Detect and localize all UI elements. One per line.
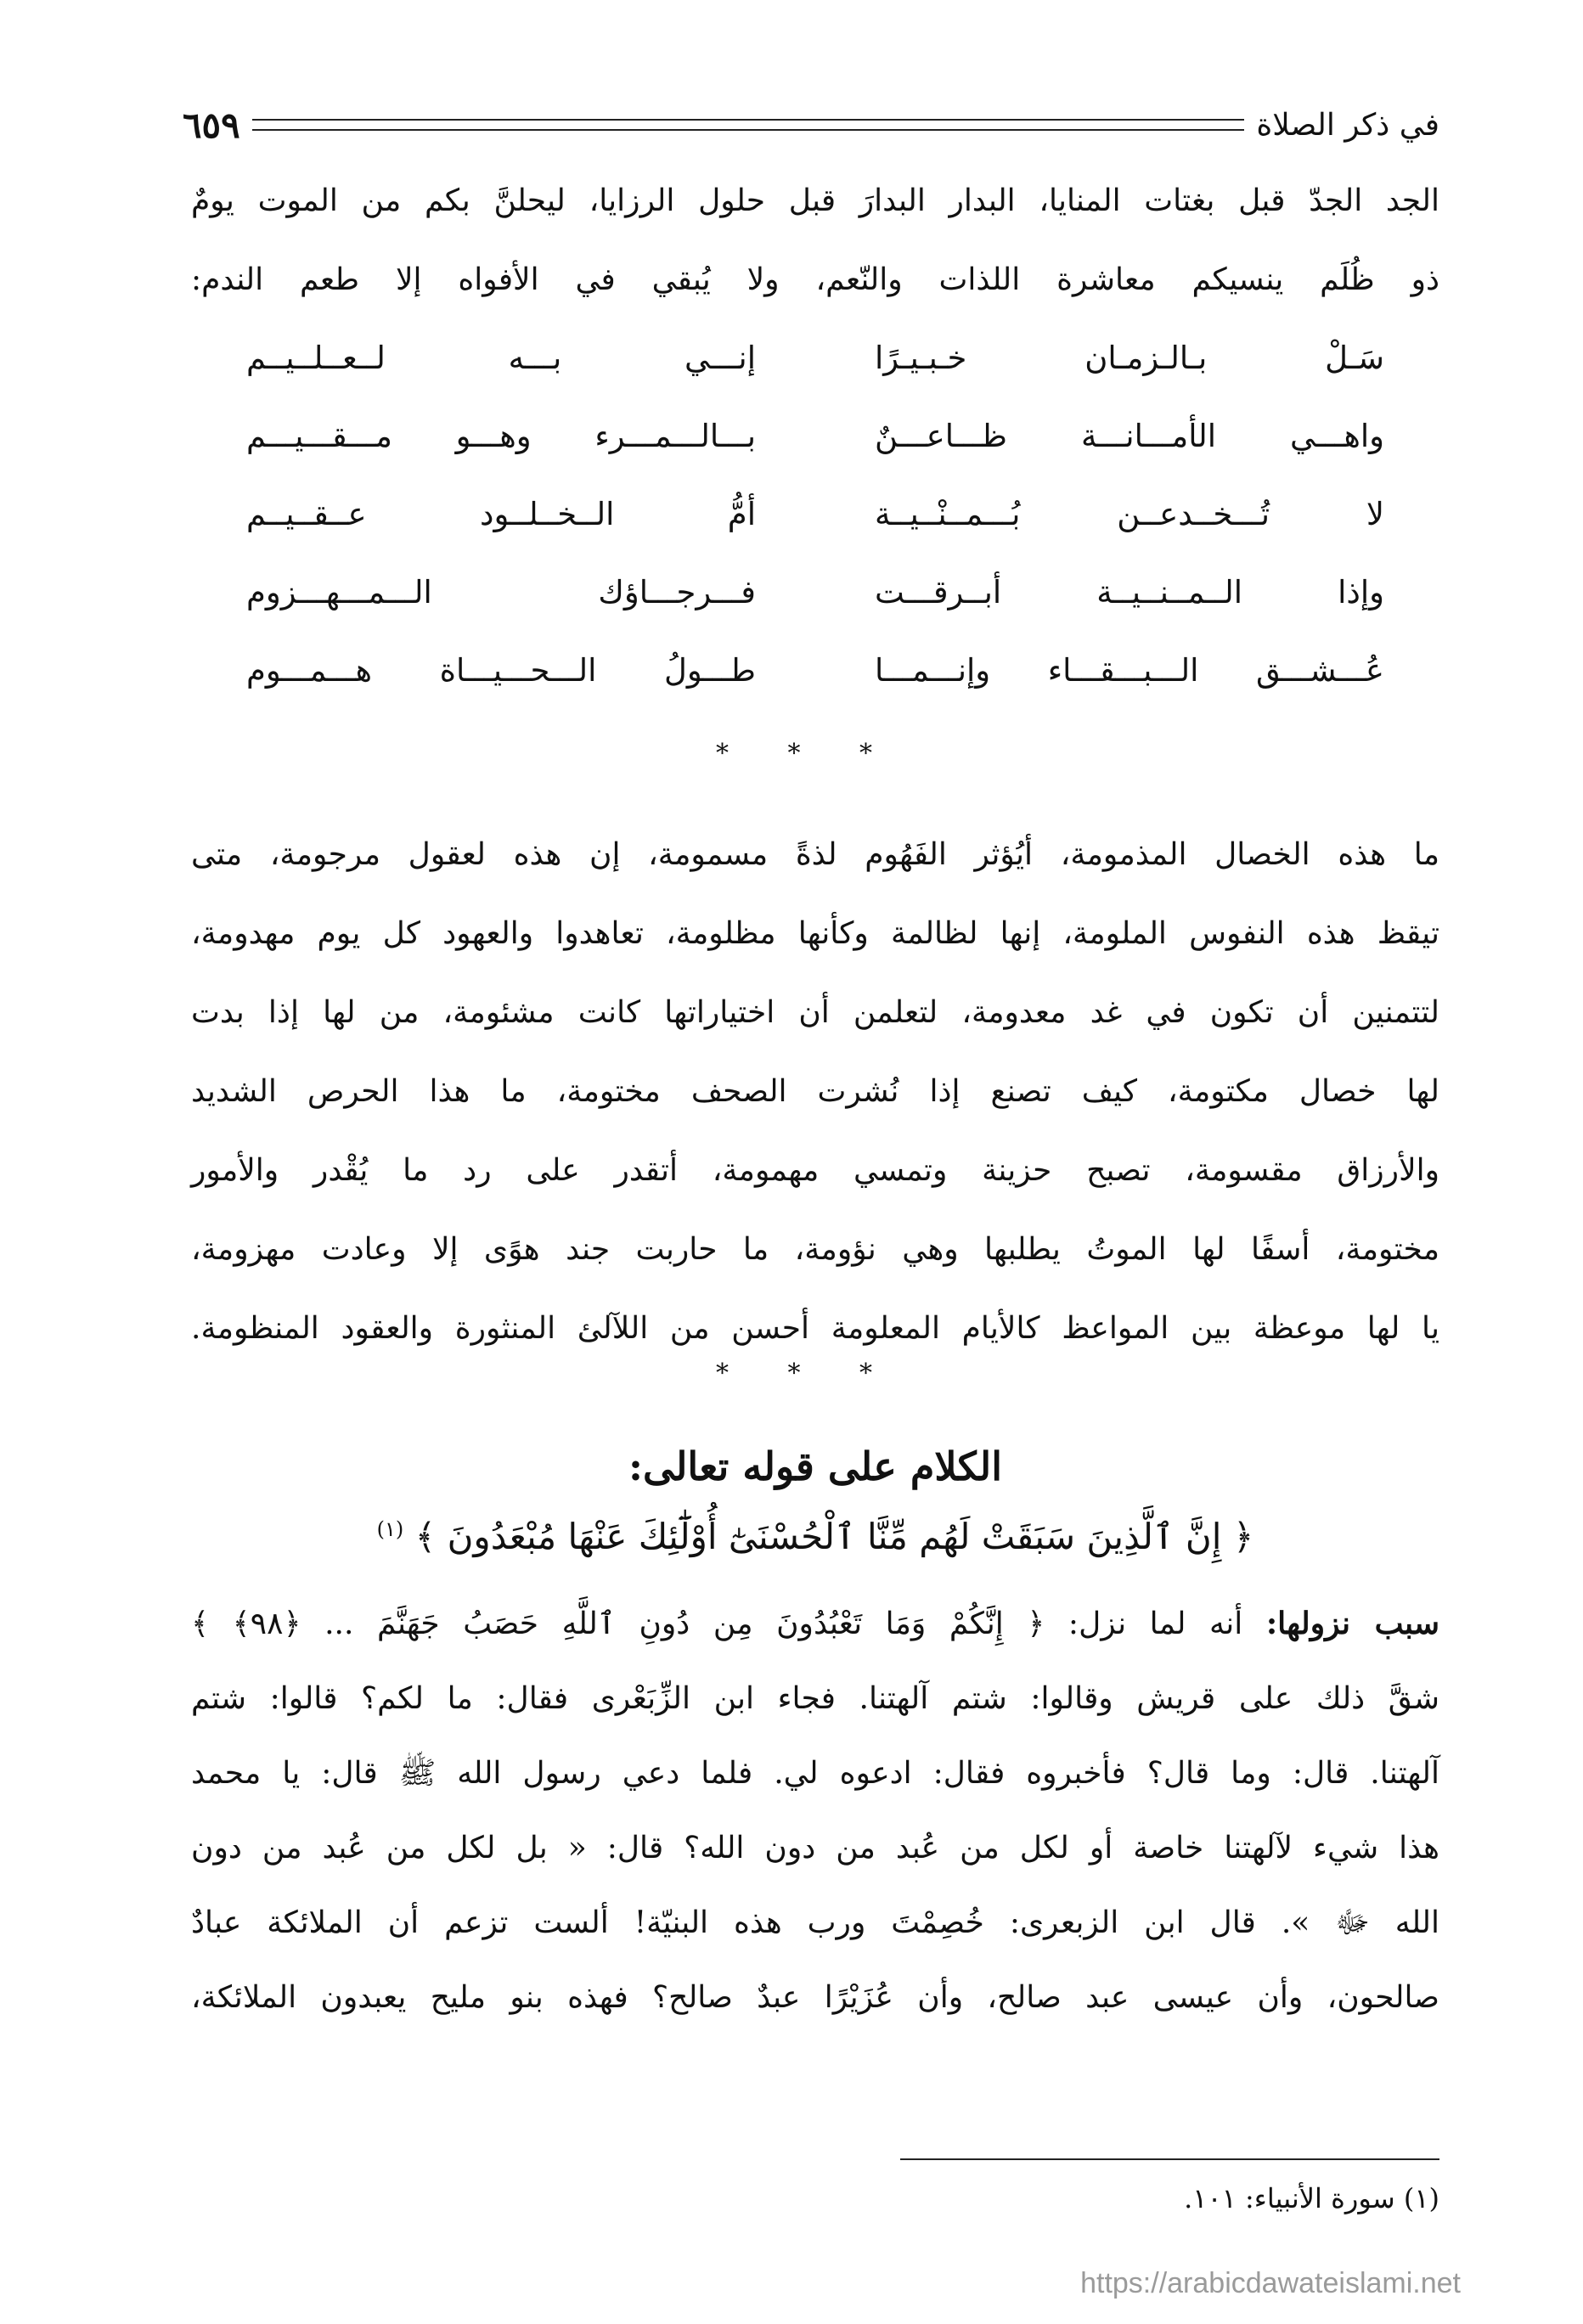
verse-left-hemistich: طـــولُ الـــحـــيـــاة هـــمـــوم (246, 651, 756, 689)
text-line: تيقظ هذه النفوس الملومة، إنها لظالمة وكأنها مظلومة، تعاهدوا والعهود كل يوم مهدومة، (191, 916, 1439, 951)
footnote: (١) سورة الأنبياء: ١٠١. (1184, 2182, 1439, 2214)
verse-right-hemistich: سَـلْ بـالـزمـان خـبـيـرًا (875, 339, 1384, 376)
reason-first-line: أنه لما نزل: ﴿ إِنَّكُمْ وَمَا تَعْبُدُونَ مِن دُونِ ٱللَّهِ حَصَبُ جَهَنَّمَ ... ﴿٩٨﴾ ﴾ (191, 1607, 1243, 1641)
verse-left-hemistich: بـــالـــمـــرء وهـــو مـــقـــيـــم (246, 417, 756, 454)
text-line: ذو ظُلَم ينسيكم معاشرة اللذات والنّعم، ولا يُبقي في الأفواه إلا طعم الندم: (191, 262, 1439, 297)
poem-verse (246, 631, 1384, 709)
text-line: والأرزاق مقسومة، تصبح حزينة وتمسي مهمومة، أتقدر على رد ما يُقْدر والأمور (191, 1153, 1439, 1188)
reason-label: سبب نزولها: (1265, 1606, 1440, 1641)
verse-right-hemistich: وإذا الــمــنــيــة أبــرقـــت (875, 573, 1384, 611)
section-separator: * * * (715, 1359, 899, 1388)
verse-right-hemistich: لا تُـــخــدعــن بُـــمــنْــيــة (875, 495, 1384, 532)
reason-paragraph (191, 1586, 1439, 2035)
verse-left-hemistich: أمُّ الــخــلــود عــقــيــم (246, 495, 756, 532)
watermark-url: https://arabicdawateislami.net (1080, 2267, 1461, 2299)
intro-paragraph (191, 161, 1439, 319)
page-number: ٦٥٩ (183, 104, 240, 146)
verse-right-hemistich: واهـــي الأمـــانـــة ظـــاعـــنٌ (875, 417, 1384, 454)
section-separator: * * * (715, 739, 899, 768)
poem-verse (246, 397, 1384, 475)
running-title: في ذكر الصلاة (1256, 107, 1439, 143)
text-line (191, 1586, 1439, 1662)
footnote-ref: (١) (376, 1517, 404, 1541)
poem (246, 318, 1384, 709)
running-header (183, 95, 1439, 155)
text-line: صالحون، وأن عيسى عبد صالح، وأن عُزَيْرًا عبدٌ صالح؟ فهذه بنو مليح يعبدون الملائكة، (191, 1980, 1439, 2015)
text-line: الله ﷻ ». قال ابن الزبعرى: خُصِمْتَ ورب هذه البنيّة! ألست تزعم أن الملائكة عبادٌ (191, 1905, 1439, 1940)
footnote-rule (900, 2158, 1439, 2160)
text-line: لها خصال مكتومة، كيف تصنع إذا نُشرت الصحف مختومة، ما هذا الحرص الشديد (191, 1074, 1439, 1109)
section-heading: الكلام على قوله تعالى: (628, 1443, 1002, 1489)
main-paragraph (191, 815, 1439, 1368)
header-double-rule (252, 119, 1245, 131)
text-line: مختومة، أسفًا لها الموتُ يطلبها وهي نؤومة، ما حاربت جند هوًى إلا وعادت مهزومة، (191, 1232, 1439, 1267)
text-line: هذا شيء لآلهتنا خاصة أو لكل من عُبد من دون الله؟ قال: « بل لكل من عُبد من دون (191, 1831, 1439, 1865)
verse-text: ﴿ إِنَّ ٱلَّذِينَ سَبَقَتْ لَهُم مِّنَّا ٱلْحُسْنَىٰٓ أُوْلَٰٓئِكَ عَنْهَا مُبْعَدُونَ ﴾ (414, 1516, 1254, 1557)
poem-verse (246, 318, 1384, 397)
text-line: يا لها موعظة بين المواعظ كالأيام المعلومة أحسن من اللآلئ المنثورة والعقود المنظومة. (191, 1311, 1439, 1346)
verse-left-hemistich: إنـــي بـــه لــعــلــيــم (246, 339, 756, 376)
poem-verse (246, 553, 1384, 631)
verse-right-hemistich: عُـــشـــق الـــبـــقـــاء وإنـــمـــا (875, 651, 1384, 689)
verse-left-hemistich: فـــرجـــاؤك الـــمـــهـــزوم (246, 573, 756, 611)
quran-verse (191, 1516, 1439, 1557)
text-line: شقَّ ذلك على قريش وقالوا: شتم آلهتنا. فجاء ابن الزِّبَعْرى فقال: ما لكم؟ قالوا: شتم (191, 1681, 1439, 1716)
text-line: آلهتنا. قال: وما قال؟ فأخبروه فقال: ادعوه لي. فلما دعي رسول الله ﷺ قال: يا محمد (191, 1756, 1439, 1791)
text-line: الجد الجدّ قبل بغتات المنايا، البدار البدارَ قبل حلول الرزايا، ليحلنَّ بكم من الموت يومٌ (191, 183, 1439, 218)
text-line: ما هذه الخصال المذمومة، أيُؤثر الفَهُوم لذةً مسمومة، إن هذه لعقول مرجومة، متى (191, 837, 1439, 872)
poem-verse (246, 475, 1384, 553)
text-line: لتتمنين أن تكون في غد معدومة، لتعلمن أن اختياراتها كانت مشئومة، من لها إذا بدت (191, 995, 1439, 1030)
